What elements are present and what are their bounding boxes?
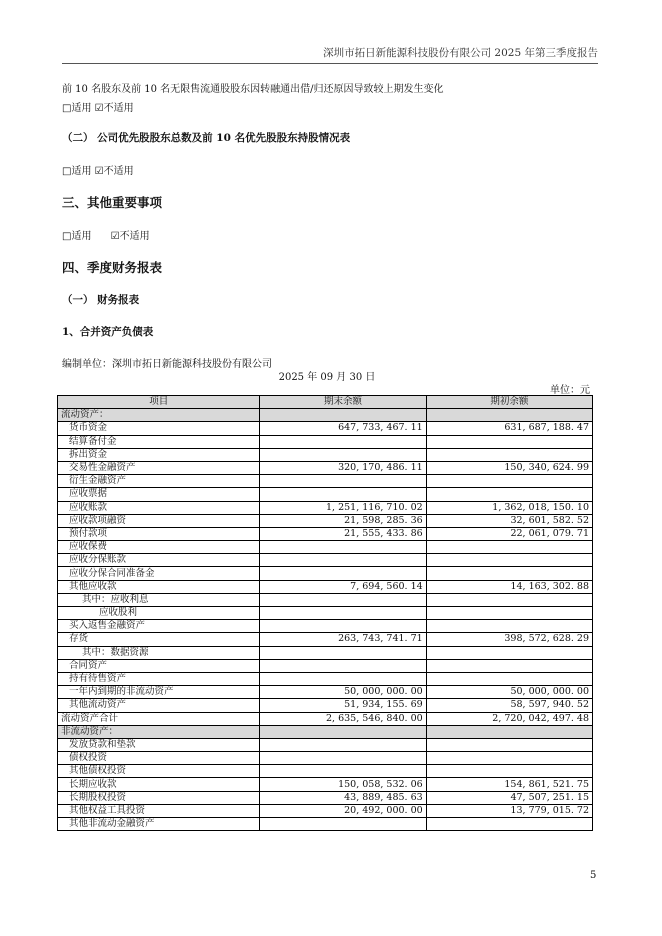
table-row xyxy=(58,699,593,712)
row-end-balance xyxy=(260,725,426,738)
row-end-balance xyxy=(260,448,426,461)
preferred-checkbox-line: □适用 ☑不适用 xyxy=(62,166,134,177)
row-begin-balance: 13, 779, 015. 72 xyxy=(426,804,592,817)
row-begin-balance: 398, 572, 628. 29 xyxy=(426,633,592,646)
row-end-balance: 21, 555, 433. 86 xyxy=(260,527,426,540)
row-item-label: 其他流动资产 xyxy=(58,699,260,712)
row-begin-balance xyxy=(426,725,592,738)
row-begin-balance xyxy=(426,659,592,672)
balance-sheet-table xyxy=(57,395,593,831)
row-item-label: 一年内到期的非流动资产 xyxy=(58,686,260,699)
row-end-balance xyxy=(260,567,426,580)
row-begin-balance: 47, 507, 251. 15 xyxy=(426,791,592,804)
row-end-balance xyxy=(260,738,426,751)
row-end-balance: 2, 635, 546, 840. 00 xyxy=(260,712,426,725)
row-begin-balance xyxy=(426,448,592,461)
row-end-balance: 43, 889, 485. 63 xyxy=(260,791,426,804)
row-begin-balance: 1, 362, 018, 150. 10 xyxy=(426,501,592,514)
row-item-label: 结算备付金 xyxy=(58,435,260,448)
preparer: 编制单位：深圳市拓日新能源科技股份有限公司 xyxy=(62,359,272,370)
row-end-balance xyxy=(260,409,426,422)
row-item-label: 持有待售资产 xyxy=(58,672,260,685)
row-begin-balance xyxy=(426,607,592,620)
row-end-balance: 20, 492, 000. 00 xyxy=(260,804,426,817)
table-row xyxy=(58,435,593,448)
page-header: 深圳市拓日新能源科技股份有限公司 2025 年第三季度报告 xyxy=(62,45,598,64)
financial-statements-title: 四、季度财务报表 xyxy=(62,260,163,275)
table-row xyxy=(58,448,593,461)
table-row xyxy=(58,580,593,593)
table-row xyxy=(58,475,593,488)
table-row xyxy=(58,752,593,765)
table-row xyxy=(58,527,593,540)
row-end-balance xyxy=(260,593,426,606)
table-row xyxy=(58,514,593,527)
row-item-label: 交易性金融资产 xyxy=(58,461,260,474)
row-end-balance xyxy=(260,541,426,554)
row-end-balance xyxy=(260,435,426,448)
table-row xyxy=(58,567,593,580)
row-item-label: 其他应收款 xyxy=(58,580,260,593)
row-end-balance: 51, 934, 155. 69 xyxy=(260,699,426,712)
other-matters-title: 三、其他重要事项 xyxy=(62,195,163,210)
row-item-label: 流动资产： xyxy=(58,409,260,422)
table-row xyxy=(58,646,593,659)
row-begin-balance xyxy=(426,554,592,567)
row-end-balance xyxy=(260,659,426,672)
row-end-balance: 1, 251, 116, 710. 02 xyxy=(260,501,426,514)
row-item-label: 其他债权投资 xyxy=(58,765,260,778)
row-item-label: 应收款项融资 xyxy=(58,514,260,527)
currency-unit: 单位：元 xyxy=(550,385,590,396)
row-item-label: 预付款项 xyxy=(58,527,260,540)
row-item-label: 合同资产 xyxy=(58,659,260,672)
table-row xyxy=(58,633,593,646)
row-end-balance: 7, 694, 560. 14 xyxy=(260,580,426,593)
row-item-label: 其中：应收利息 xyxy=(58,593,260,606)
row-item-label: 应收票据 xyxy=(58,488,260,501)
row-end-balance xyxy=(260,646,426,659)
row-end-balance xyxy=(260,620,426,633)
col-begin-balance-header: 期初余额 xyxy=(426,396,592,409)
col-item-header: 项目 xyxy=(58,396,260,409)
row-end-balance: 263, 743, 741. 71 xyxy=(260,633,426,646)
preferred-shareholders-title: （二） 公司优先股股东总数及前 10 名优先股股东持股情况表 xyxy=(62,132,351,144)
row-begin-balance xyxy=(426,818,592,831)
row-item-label: 其中：数据资源 xyxy=(58,646,260,659)
table-row xyxy=(58,818,593,831)
row-end-balance xyxy=(260,672,426,685)
row-item-label: 发放贷款和垫款 xyxy=(58,738,260,751)
row-begin-balance xyxy=(426,646,592,659)
other-matters-checkbox-line xyxy=(62,227,152,242)
row-begin-balance: 2, 720, 042, 497. 48 xyxy=(426,712,592,725)
row-begin-balance xyxy=(426,567,592,580)
row-begin-balance xyxy=(426,672,592,685)
row-item-label: 应收账款 xyxy=(58,501,260,514)
row-item-label: 长期应收款 xyxy=(58,778,260,791)
row-end-balance: 320, 170, 486. 11 xyxy=(260,461,426,474)
row-end-balance xyxy=(260,752,426,765)
row-item-label: 流动资产合计 xyxy=(58,712,260,725)
row-item-label: 存货 xyxy=(58,633,260,646)
table-row xyxy=(58,725,593,738)
row-begin-balance xyxy=(426,738,592,751)
row-item-label: 应收分保合同准备金 xyxy=(58,567,260,580)
row-end-balance: 21, 598, 285. 36 xyxy=(260,514,426,527)
table-row xyxy=(58,778,593,791)
col-end-balance-header: 期末余额 xyxy=(260,396,426,409)
row-begin-balance xyxy=(426,752,592,765)
row-end-balance: 150, 058, 532. 06 xyxy=(260,778,426,791)
row-item-label: 应收股利 xyxy=(58,607,260,620)
row-begin-balance xyxy=(426,765,592,778)
transfer-change-checkbox-line: □适用 ☑不适用 xyxy=(62,103,134,114)
row-end-balance: 647, 733, 467. 11 xyxy=(260,422,426,435)
row-item-label: 其他非流动金融资产 xyxy=(58,818,260,831)
row-end-balance: 50, 000, 000. 00 xyxy=(260,686,426,699)
table-row xyxy=(58,620,593,633)
table-row xyxy=(58,804,593,817)
row-begin-balance xyxy=(426,435,592,448)
table-row xyxy=(58,593,593,606)
table-row xyxy=(58,659,593,672)
table-row xyxy=(58,686,593,699)
table-header-row xyxy=(58,396,593,409)
row-item-label: 应收保费 xyxy=(58,541,260,554)
table-row xyxy=(58,501,593,514)
row-begin-balance: 150, 340, 624. 99 xyxy=(426,461,592,474)
row-end-balance xyxy=(260,488,426,501)
balance-sheet-title: 1、合并资产负债表 xyxy=(62,326,154,338)
row-item-label: 买入返售金融资产 xyxy=(58,620,260,633)
row-item-label: 非流动资产： xyxy=(58,725,260,738)
row-end-balance xyxy=(260,818,426,831)
table-row xyxy=(58,738,593,751)
table-row xyxy=(58,461,593,474)
row-item-label: 货币资金 xyxy=(58,422,260,435)
transfer-change-note: 前 10 名股东及前 10 名无限售流通股股东因转融通出借/归还原因导致较上期发生变化 xyxy=(62,84,444,95)
row-begin-balance: 58, 597, 940. 52 xyxy=(426,699,592,712)
option-applicable: □适用 xyxy=(62,231,92,242)
row-begin-balance: 50, 000, 000. 00 xyxy=(426,686,592,699)
report-date: 2025 年 09 月 30 日 xyxy=(278,372,376,383)
row-begin-balance: 32, 601, 582. 52 xyxy=(426,514,592,527)
table-row xyxy=(58,488,593,501)
row-begin-balance xyxy=(426,475,592,488)
row-end-balance xyxy=(260,607,426,620)
table-row xyxy=(58,541,593,554)
row-end-balance xyxy=(260,475,426,488)
row-item-label: 债权投资 xyxy=(58,752,260,765)
financial-statements-subtitle: （一） 财务报表 xyxy=(62,294,140,306)
row-begin-balance: 22, 061, 079. 71 xyxy=(426,527,592,540)
table-row xyxy=(58,554,593,567)
table-row xyxy=(58,607,593,620)
row-end-balance xyxy=(260,765,426,778)
row-item-label: 衍生金融资产 xyxy=(58,475,260,488)
row-end-balance xyxy=(260,554,426,567)
page-number: 5 xyxy=(590,870,597,881)
row-item-label: 拆出资金 xyxy=(58,448,260,461)
table-row xyxy=(58,422,593,435)
table-row xyxy=(58,765,593,778)
option-not-applicable: ☑不适用 xyxy=(110,231,150,242)
row-begin-balance: 154, 861, 521. 75 xyxy=(426,778,592,791)
row-item-label: 长期股权投资 xyxy=(58,791,260,804)
row-begin-balance xyxy=(426,488,592,501)
row-begin-balance: 631, 687, 188. 47 xyxy=(426,422,592,435)
row-item-label: 其他权益工具投资 xyxy=(58,804,260,817)
row-begin-balance xyxy=(426,541,592,554)
table-row xyxy=(58,672,593,685)
table-row xyxy=(58,712,593,725)
table-row xyxy=(58,791,593,804)
row-item-label: 应收分保账款 xyxy=(58,554,260,567)
table-row xyxy=(58,409,593,422)
row-begin-balance: 14, 163, 302. 88 xyxy=(426,580,592,593)
row-begin-balance xyxy=(426,593,592,606)
row-begin-balance xyxy=(426,409,592,422)
row-begin-balance xyxy=(426,620,592,633)
